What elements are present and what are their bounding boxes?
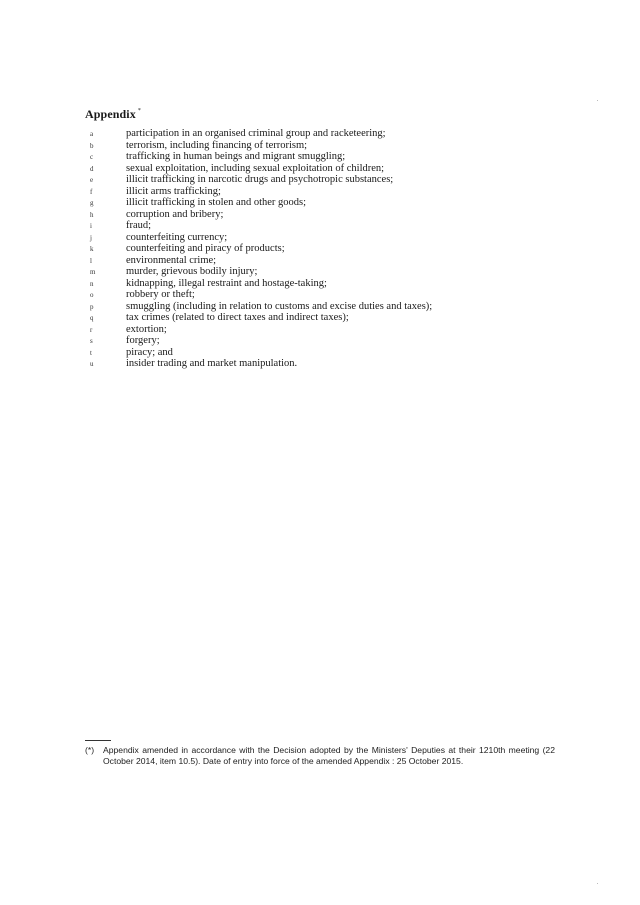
list-item <box>90 358 570 370</box>
scan-speck <box>597 883 598 884</box>
list-item <box>90 243 570 255</box>
appendix-title: Appendix <box>85 107 136 121</box>
list-item-letter: u <box>90 360 94 368</box>
list-item-letter: g <box>90 199 94 207</box>
list-item-text: environmental crime; <box>126 254 217 266</box>
footnote-mark: (*) <box>85 745 95 755</box>
list-item-text: piracy; and <box>126 346 173 358</box>
list-item <box>90 255 570 267</box>
list-item-letter: b <box>90 141 94 150</box>
list-item-letter: i <box>90 222 92 230</box>
list-item-letter: p <box>90 302 94 311</box>
list-item <box>90 163 570 175</box>
list-item-letter: m <box>90 268 96 276</box>
list-item-text: tax crimes (related to direct taxes and indirect taxes); <box>126 312 349 323</box>
list-item-letter: l <box>90 256 92 265</box>
list-item-text: robbery or theft; <box>126 289 195 300</box>
list-item-text: fraud; <box>126 220 152 231</box>
list-item <box>90 347 570 359</box>
list-item-text: insider trading and market manipulation. <box>126 358 298 369</box>
list-item <box>90 128 570 140</box>
list-item-letter: r <box>90 325 93 334</box>
list-item-letter: n <box>90 279 94 288</box>
list-item-letter: f <box>90 187 93 196</box>
list-item <box>90 220 570 232</box>
list-item-text: sexual exploitation, including sexual exploitation of children; <box>126 162 385 174</box>
list-item-letter: e <box>90 176 94 184</box>
list-item-text: extortion; <box>126 323 167 335</box>
list-item-text: illicit arms trafficking; <box>126 185 221 197</box>
scan-speck <box>597 100 598 101</box>
list-item <box>90 266 570 278</box>
list-item-letter: a <box>90 130 94 138</box>
list-item-text: forgery; <box>126 335 160 346</box>
offence-list <box>90 128 570 370</box>
footnote <box>85 745 555 767</box>
list-item-text: trafficking in human beings and migrant smuggling; <box>126 151 346 162</box>
list-item-letter: c <box>90 153 94 161</box>
list-item <box>90 312 570 324</box>
appendix-heading <box>85 107 141 122</box>
list-item-letter: s <box>90 337 93 345</box>
list-item-text: kidnapping, illegal restraint and hostage-taking; <box>126 277 327 289</box>
list-item-text: counterfeiting currency; <box>126 231 228 243</box>
list-item-letter: k <box>90 245 94 253</box>
list-item-letter: q <box>90 314 94 322</box>
list-item <box>90 289 570 301</box>
list-item <box>90 278 570 290</box>
list-item-letter: h <box>90 210 94 219</box>
list-item-letter: j <box>90 233 92 242</box>
footnote-text: Appendix amended in accordance with the Decision adopted by the Ministers' Deputies at their 1210th meeting (22 October 2014, item 10.5). Date of entry into force of the amended Appendix : 25 October 2015. <box>103 745 555 766</box>
list-item <box>90 174 570 186</box>
list-item <box>90 140 570 152</box>
list-item-text: smuggling (including in relation to customs and excise duties and taxes); <box>126 300 433 312</box>
list-item-text: illicit trafficking in narcotic drugs and psychotropic substances; <box>126 174 394 185</box>
footnote-divider <box>85 740 111 741</box>
list-item-letter: d <box>90 164 94 173</box>
list-item-text: participation in an organised criminal group and racketeering; <box>126 128 386 139</box>
list-item-text: counterfeiting and piracy of products; <box>126 243 285 254</box>
list-item-text: corruption and bribery; <box>126 208 224 220</box>
appendix-footnote-marker: * <box>137 108 141 114</box>
list-item <box>90 232 570 244</box>
list-item <box>90 197 570 209</box>
list-item <box>90 209 570 221</box>
list-item-text: terrorism, including financing of terrorism; <box>126 139 308 151</box>
list-item-letter: t <box>90 348 92 357</box>
list-item <box>90 324 570 336</box>
list-item <box>90 335 570 347</box>
list-item <box>90 186 570 198</box>
list-item <box>90 301 570 313</box>
list-item-letter: o <box>90 291 94 299</box>
list-item-text: illicit trafficking in stolen and other goods; <box>126 197 307 208</box>
list-item-text: murder, grievous bodily injury; <box>126 266 258 277</box>
list-item <box>90 151 570 163</box>
